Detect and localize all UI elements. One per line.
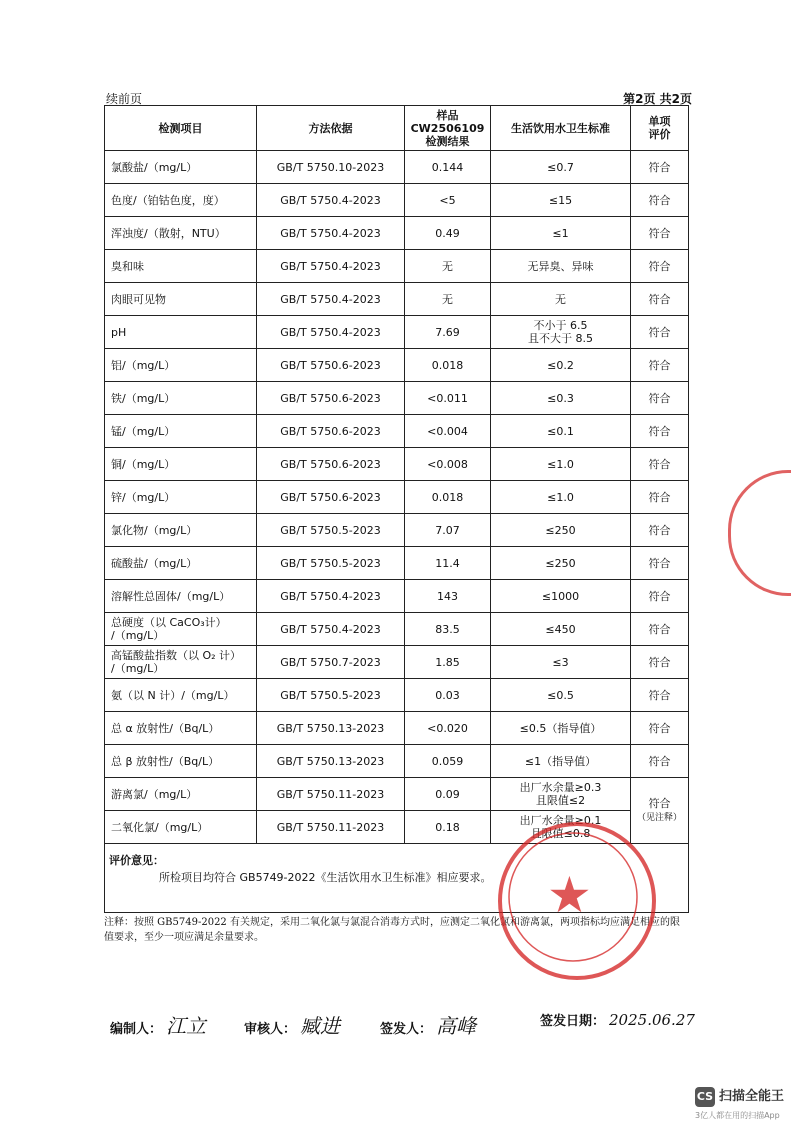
table-row	[105, 580, 689, 613]
method-cell: GB/T 5750.6-2023	[257, 415, 405, 448]
result-cell: 143	[405, 580, 491, 613]
item-cell: 肉眼可见物	[105, 283, 257, 316]
side-seal-partial	[728, 470, 791, 596]
result-cell: <0.004	[405, 415, 491, 448]
method-cell: GB/T 5750.5-2023	[257, 679, 405, 712]
method-cell: GB/T 5750.4-2023	[257, 580, 405, 613]
item-cell: 高锰酸盐指数（以 O₂ 计） /（mg/L）	[105, 646, 257, 679]
item-cell: 色度/（铂钴色度，度）	[105, 184, 257, 217]
table-row	[105, 250, 689, 283]
method-cell: GB/T 5750.11-2023	[257, 778, 405, 811]
eval-note: （见注释）	[636, 812, 682, 823]
method-cell: GB/T 5750.6-2023	[257, 382, 405, 415]
continued-label: 续前页	[106, 92, 143, 106]
item-cell: 游离氯/（mg/L）	[105, 778, 257, 811]
reviewer	[244, 1010, 340, 1039]
table-row	[105, 547, 689, 580]
standard-cell: ≤450	[491, 613, 631, 646]
evaluation-text: 所检项目均符合 GB5749-2022《生活饮用水卫生标准》相应要求。	[159, 871, 492, 884]
method-cell: GB/T 5750.13-2023	[257, 712, 405, 745]
result-cell: 0.018	[405, 349, 491, 382]
eval-cell: 符合	[631, 712, 689, 745]
result-cell: 0.09	[405, 778, 491, 811]
method-cell: GB/T 5750.13-2023	[257, 745, 405, 778]
footnote: 注释：按照 GB5749-2022 有关规定，采用二氧化氯与氯混合消毒方式时，应测定二氧化氯和游离氯，两项指标均应满足相应的限值要求，至少一项应满足余量要求。	[104, 917, 680, 943]
item-cell: 氯化物/（mg/L）	[105, 514, 257, 547]
method-cell: GB/T 5750.4-2023	[257, 283, 405, 316]
issuer-label: 签发人：	[380, 1022, 433, 1037]
eval-cell: 符合	[631, 481, 689, 514]
result-cell: <0.008	[405, 448, 491, 481]
scanner-logo-icon: CS	[695, 1087, 715, 1107]
result-cell: 11.4	[405, 547, 491, 580]
method-cell: GB/T 5750.4-2023	[257, 217, 405, 250]
result-cell: <0.011	[405, 382, 491, 415]
item-cell: 氨（以 N 计）/（mg/L）	[105, 679, 257, 712]
header-result: 样品 CW2506109 检测结果	[405, 106, 491, 151]
eval-text: 符合	[648, 796, 671, 810]
method-cell: GB/T 5750.10-2023	[257, 151, 405, 184]
page-info: 第2页 共2页	[623, 92, 692, 106]
standard-cell: ≤0.5	[491, 679, 631, 712]
result-cell: 83.5	[405, 613, 491, 646]
method-cell: GB/T 5750.11-2023	[257, 811, 405, 844]
item-cell: 二氧化氯/（mg/L）	[105, 811, 257, 844]
eval-cell: 符合	[631, 415, 689, 448]
item-cell: 臭和味	[105, 250, 257, 283]
standard-cell: ≤0.1	[491, 415, 631, 448]
result-cell: 0.018	[405, 481, 491, 514]
standard-cell: ≤0.2	[491, 349, 631, 382]
method-cell: GB/T 5750.4-2023	[257, 250, 405, 283]
item-cell: 浑浊度/（散射，NTU）	[105, 217, 257, 250]
table-row	[105, 151, 689, 184]
result-cell: <0.020	[405, 712, 491, 745]
standard-cell: 出厂水余量≥0.1 且限值≤0.8	[491, 811, 631, 844]
method-cell: GB/T 5750.4-2023	[257, 316, 405, 349]
table-row	[105, 745, 689, 778]
results-table	[104, 105, 689, 913]
result-cell: 无	[405, 283, 491, 316]
eval-cell: 符合	[631, 679, 689, 712]
date-label: 签发日期：	[540, 1014, 606, 1029]
eval-cell: 符合	[631, 283, 689, 316]
method-cell: GB/T 5750.4-2023	[257, 184, 405, 217]
table-row	[105, 481, 689, 514]
standard-cell: 出厂水余量≥0.3 且限值≤2	[491, 778, 631, 811]
method-cell: GB/T 5750.6-2023	[257, 349, 405, 382]
method-cell: GB/T 5750.5-2023	[257, 547, 405, 580]
result-cell: 0.144	[405, 151, 491, 184]
scanner-subtitle: 3亿人都在用的扫描App	[695, 1111, 780, 1120]
eval-cell: 符合	[631, 382, 689, 415]
reviewer-label: 审核人：	[244, 1022, 297, 1037]
result-cell: 0.03	[405, 679, 491, 712]
method-cell: GB/T 5750.7-2023	[257, 646, 405, 679]
eval-cell: 符合	[631, 151, 689, 184]
table-header-row	[105, 106, 689, 151]
eval-cell: 符合	[631, 448, 689, 481]
item-cell: 氯酸盐/（mg/L）	[105, 151, 257, 184]
eval-cell: 符合	[631, 349, 689, 382]
eval-cell: 符合	[631, 316, 689, 349]
eval-cell: 符合	[631, 646, 689, 679]
table-row	[105, 349, 689, 382]
standard-cell: 不小于 6.5 且不大于 8.5	[491, 316, 631, 349]
result-cell: 无	[405, 250, 491, 283]
standard-cell: ≤1.0	[491, 481, 631, 514]
standard-cell: ≤1000	[491, 580, 631, 613]
scanner-app-name: 扫描全能王	[719, 1089, 785, 1104]
header-item: 检测项目	[105, 106, 257, 151]
date-value: 2025.06.27	[609, 1011, 695, 1029]
standard-cell: 无	[491, 283, 631, 316]
item-cell: 溶解性总固体/（mg/L）	[105, 580, 257, 613]
table-row	[105, 712, 689, 745]
item-cell: 铝/（mg/L）	[105, 349, 257, 382]
table-row	[105, 415, 689, 448]
compiler-signature: 江立	[166, 1014, 207, 1038]
standard-cell: ≤250	[491, 547, 631, 580]
table-row	[105, 514, 689, 547]
table-row	[105, 184, 689, 217]
standard-cell: ≤1.0	[491, 448, 631, 481]
result-cell: 0.18	[405, 811, 491, 844]
item-cell: 总 α 放射性/（Bq/L）	[105, 712, 257, 745]
result-cell: 0.49	[405, 217, 491, 250]
header-standard: 生活饮用水卫生标准	[491, 106, 631, 151]
eval-cell: 符合	[631, 184, 689, 217]
item-cell: 总 β 放射性/（Bq/L）	[105, 745, 257, 778]
item-cell: 硫酸盐/（mg/L）	[105, 547, 257, 580]
item-cell: 铁/（mg/L）	[105, 382, 257, 415]
method-cell: GB/T 5750.4-2023	[257, 613, 405, 646]
item-cell: pH	[105, 316, 257, 349]
issuer	[380, 1010, 476, 1039]
company-seal	[498, 822, 656, 980]
table-row	[105, 382, 689, 415]
method-cell: GB/T 5750.5-2023	[257, 514, 405, 547]
table-row	[105, 283, 689, 316]
item-cell: 铜/（mg/L）	[105, 448, 257, 481]
eval-cell: 符合	[631, 250, 689, 283]
result-cell: 7.69	[405, 316, 491, 349]
eval-cell: 符合	[631, 613, 689, 646]
evaluation-label: 评价意见：	[109, 854, 164, 867]
table-row	[105, 646, 689, 679]
compiler-label: 编制人：	[110, 1022, 163, 1037]
standard-cell: ≤0.7	[491, 151, 631, 184]
header-eval: 单项 评价	[631, 106, 689, 151]
result-cell: <5	[405, 184, 491, 217]
standard-cell: 无异臭、异味	[491, 250, 631, 283]
eval-cell: 符合	[631, 217, 689, 250]
table-row	[105, 613, 689, 646]
result-cell: 0.059	[405, 745, 491, 778]
seal-star-icon: ★	[547, 866, 592, 924]
item-cell: 锌/（mg/L）	[105, 481, 257, 514]
reviewer-signature: 臧进	[300, 1014, 341, 1038]
item-cell: 总硬度（以 CaCO₃计） /（mg/L）	[105, 613, 257, 646]
standard-cell: ≤250	[491, 514, 631, 547]
eval-cell: 符合	[631, 745, 689, 778]
method-cell: GB/T 5750.6-2023	[257, 448, 405, 481]
table-row	[105, 448, 689, 481]
issue-date	[540, 1010, 695, 1029]
scanner-watermark	[695, 1085, 784, 1107]
table-row	[105, 679, 689, 712]
compiler	[110, 1010, 206, 1039]
result-cell: 1.85	[405, 646, 491, 679]
item-cell: 锰/（mg/L）	[105, 415, 257, 448]
standard-cell: ≤0.3	[491, 382, 631, 415]
header-method: 方法依据	[257, 106, 405, 151]
method-cell: GB/T 5750.6-2023	[257, 481, 405, 514]
standard-cell: ≤1	[491, 217, 631, 250]
table-row	[105, 316, 689, 349]
standard-cell: ≤1（指导值）	[491, 745, 631, 778]
eval-cell: 符合	[631, 514, 689, 547]
standard-cell: ≤3	[491, 646, 631, 679]
standard-cell: ≤15	[491, 184, 631, 217]
result-cell: 7.07	[405, 514, 491, 547]
eval-cell: 符合	[631, 547, 689, 580]
table-row	[105, 217, 689, 250]
table-row	[105, 778, 689, 811]
standard-cell: ≤0.5（指导值）	[491, 712, 631, 745]
issuer-signature: 高峰	[436, 1014, 477, 1038]
eval-cell: 符合	[631, 580, 689, 613]
